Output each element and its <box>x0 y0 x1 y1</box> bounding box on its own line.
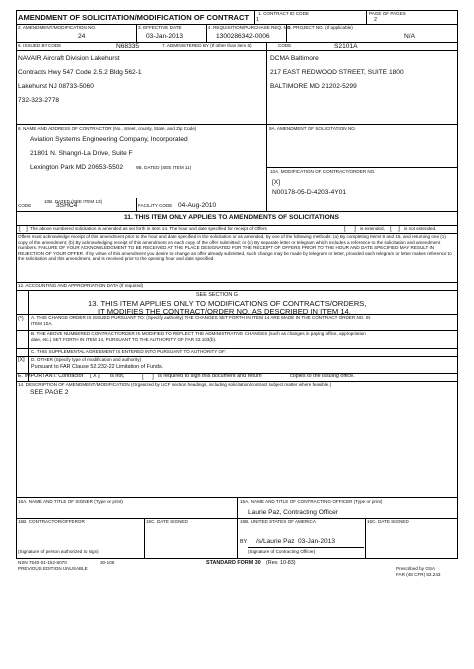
effective-date-label: 3. EFFECTIVE DATE <box>138 25 182 30</box>
far-reference: FAR (48 CFR) 53.243 <box>396 572 441 577</box>
issued-by-label: 6. ISSUED BY <box>18 43 48 48</box>
checkbox-icon: [ <box>19 226 21 232</box>
rule <box>16 50 458 51</box>
signature-caption: (Signature of Contracting Officer) <box>248 549 316 554</box>
modification-no-label: 10A. MODIFICATION OF CONTRACT/ORDER NO. <box>270 169 376 174</box>
project-no-label: 5. PROJECT NO. (If applicable) <box>288 25 353 30</box>
item-13c-text: C. THIS SUPPLEMENTAL AGREEMENT IS ENTERED INTO PURSUANT TO AUTHORITY OF: <box>31 349 227 354</box>
important-label: E. IMPORTANT: Contractor <box>18 373 84 379</box>
dated-10b-label: 10B. DATED (SEE ITEM 13) <box>44 199 103 204</box>
rule <box>136 24 137 42</box>
effective-date: 03-Jan-2013 <box>146 33 184 40</box>
is-required-label: is required to sign this document and return <box>158 373 262 379</box>
administered-code-label: CODE <box>278 43 292 48</box>
administered-code: S2101A <box>334 43 358 50</box>
rule <box>16 558 458 559</box>
rule <box>266 167 458 168</box>
checkbox-icon: ] <box>398 226 400 232</box>
issued-code: N68335 <box>116 43 140 50</box>
item-13d-mark: [X] <box>18 357 25 363</box>
item-13b-text: date, etc.) SET FORTH IN ITEM 14, PURSUANT TO THE AUTHORITY OF FAR 43.103(b). <box>31 337 217 342</box>
form-name: STANDARD FORM 30 <box>206 560 261 566</box>
contractor-city: Lexington Park MD 20653-5502 <box>30 164 124 171</box>
rule <box>457 10 458 558</box>
checkbox-icon: [ <box>344 226 346 232</box>
sf30-form <box>16 10 458 588</box>
item-13a-text: ITEM 10A. <box>31 321 53 326</box>
administered-label: 7. ADMINISTERED BY (If other than item 6) <box>162 43 252 48</box>
item-13d-text: D. OTHER (Specify type of modification and authority) <box>31 357 142 362</box>
contractor-code-label: CODE <box>18 203 32 208</box>
accounting-label: 12. ACCOUNTING AND APPROPRIATION DATA (If required) <box>18 283 144 288</box>
rule <box>16 290 458 291</box>
rule <box>28 290 29 381</box>
rule <box>16 124 458 125</box>
officer-signature: /s/Laurie Paz <box>256 538 295 545</box>
officer-date-label: 16C. DATE SIGNED <box>367 519 409 524</box>
item-14-label: 14. DESCRIPTION OF AMENDMENT/MODIFICATION (Organized by UCF section headings, including solicitation/contract subject matter where feasible.) <box>18 382 332 387</box>
rule <box>237 497 238 558</box>
issued-code-label: CODE <box>48 43 62 48</box>
checkbox-icon: [ <box>390 226 392 232</box>
requisition-label: 4. REQUISITION/PURCHASE REQ. NO. <box>208 25 292 30</box>
administrator-line: DCMA Baltimore <box>270 55 319 62</box>
issuer-line: NAVAIR Aircraft Division Lakehurst <box>18 55 120 62</box>
contractor-code: 3SHC4 <box>56 202 78 209</box>
modification-checkbox: [X] <box>272 179 281 186</box>
project-no: N/A <box>404 33 415 40</box>
item-13d-value: Pursuant to FAR Clause 52.232-22 Limitation of Funds. <box>31 364 164 370</box>
by-label: BY <box>240 539 248 545</box>
item-11-line: The above numbered solicitation is amended as set forth in Item 14. The hour and date specified for receipt of Offers <box>30 226 267 231</box>
contractor-street: 21801 N. Shangri-La Drive, Suite F <box>30 150 133 157</box>
rule <box>136 198 137 211</box>
item-13-heading: IT MODIFIES THE CONTRACT/ORDER NO. AS DESCRIBED IN ITEM 14. <box>98 307 351 316</box>
dated-9b-label: 9B. DATED (SEE ITEM 11) <box>136 165 192 170</box>
page-number: 1 <box>256 17 259 23</box>
united-states-label: 16B. UNITED STATES OF AMERICA <box>240 519 316 524</box>
signature-date: 03-Jan-2013 <box>298 538 336 545</box>
requisition-no: 1300286342-0006 <box>216 33 270 40</box>
officer-name: Laurie Paz, Contracting Officer <box>248 509 339 516</box>
facility-date: 04-Aug-2010 <box>178 202 217 209</box>
item-14-value: SEE PAGE 2 <box>30 389 69 396</box>
contract-id-label: 1. CONTRACT ID CODE <box>258 11 309 16</box>
rule <box>144 518 145 558</box>
rule <box>254 10 255 24</box>
copies-label: copies to the issuing office. <box>290 373 355 379</box>
amendment-no-label: 2. AMENDMENT/MODIFICATION NO. <box>18 25 97 30</box>
item-13b-text: B. THE ABOVE NUMBERED CONTRACT/ORDER IS MODIFIED TO REFLECT THE ADMINISTRATIVE CHANGES (such as changes in paying office, appropriation <box>31 331 366 336</box>
nsn-number: NSN 7540-01-152-8070 <box>18 560 67 565</box>
signature-caption: (Signature of person authorized to sign) <box>18 549 99 554</box>
item-11-heading: 11. THIS ITEM ONLY APPLIES TO AMENDMENTS OF SOLICITATIONS <box>124 214 339 221</box>
contractor-date-label: 15C. DATE SIGNED <box>146 519 188 524</box>
amendment-no: 24 <box>78 33 86 40</box>
issuer-phone: 732-323-2778 <box>18 97 60 104</box>
item-13a-text: A. THIS CHANGE ORDER IS ISSUED PURSUANT TO: (Specify authority) THE CHANGES SET FORTH IN ITEM 14 ARE MADE IN THE CONTRACT ORDER NO. IN <box>31 315 371 320</box>
checkbox-icon: [ <box>142 374 144 380</box>
amendment-of-solicitation-label: 9A. AMENDMENT OF SOLICITATION NO. <box>269 126 357 131</box>
administrator-line: BALTIMORE MD 21202-5299 <box>270 83 357 90</box>
checkbox-icon: ] <box>354 226 356 232</box>
checkbox-icon: ] <box>152 374 154 380</box>
rule <box>266 42 267 124</box>
rule <box>365 518 366 558</box>
page-label: PAGE OF PAGES <box>369 11 406 16</box>
rule <box>266 124 267 211</box>
rule <box>206 24 207 42</box>
officer-name-label: 16A. NAME AND TITLE OF CONTRACTING OFFICER (Type or print) <box>240 499 383 504</box>
rule <box>16 10 17 558</box>
issuer-line: Lakehurst NJ 08733-5060 <box>18 83 94 90</box>
is-not-checkbox: [ X ] <box>90 373 100 379</box>
pages-total: 2 <box>374 17 377 23</box>
facility-code-label: FACILITY CODE <box>138 203 173 208</box>
prescribed-by: Prescribed by GSA <box>396 566 436 571</box>
checkbox-icon: ] <box>26 226 28 232</box>
form-number: 30-105 <box>100 560 115 565</box>
signer-name-label: 15A. NAME AND TITLE OF SIGNER (Type or print) <box>18 499 123 504</box>
is-not-extended-label: is not extended. <box>404 226 437 231</box>
is-extended-label: is extended, <box>360 226 385 231</box>
rule <box>16 211 458 212</box>
item-13-heading: 13. THIS ITEM APPLIES ONLY TO MODIFICATIONS OF CONTRACTS/ORDERS, <box>88 299 367 308</box>
contractor-label: 8. NAME AND ADDRESS OF CONTRACTOR (No., street, county, State, and Zip Code) <box>18 126 197 131</box>
form-title: AMENDMENT OF SOLICITATION/MODIFICATION OF CONTRACT <box>18 13 250 22</box>
is-not-label: is not, <box>110 373 125 379</box>
rule <box>366 10 367 24</box>
item-11-instructions: Offers must acknowledge receipt of this amendment prior to the hour and date specified in the solicitation or as amended, by one of the following methods: (a) By completing Items 8 and 15, and returning one (1) copy of the amendment; (b) By acknowledging receipt of this amendment on each copy of the offer submitted; or (c) By separate letter or telegram which includes a reference to the solicitation and amendment numbers. FAILURE OF YOUR ACKNOWLEDGMENT TO BE RECEIVED AT THE PLACE DESIGNATED FOR THE RECEIPT OF OFFERS PRIOR TO THE HOUR AND DATE SPECIFIED MAY RESULT IN REJECTION OF YOUR OFFER. If by virtue of this amendment you desire to change an offer already submitted, such change may be made by telegram or letter, provided each telegram or letter makes reference to the solicitation and this amendment, and is received prior to the opening hour and date specified. <box>18 234 452 262</box>
accounting-value: SEE SECTION G <box>196 292 238 298</box>
form-revision: (Rev. 10-83) <box>266 560 296 566</box>
signature-line <box>248 547 364 548</box>
contractor-signature-label: 15B. CONTRACTOR/OFFEROR <box>18 519 85 524</box>
contractor-name: Aviation Systems Engineering Company, Incorporated <box>30 136 188 143</box>
administrator-line: 217 EAST REDWOOD STREET, SUITE 1800 <box>270 69 404 76</box>
edition-note: PREVIOUS EDITION UNUSABLE <box>18 566 88 571</box>
modification-no: N00178-05-D-4203-4Y01 <box>272 189 347 196</box>
item-13a-mark: (*) <box>18 316 24 322</box>
issuer-line: Contracts Hwy 547 Code 2.5.2 Bldg 562-1 <box>18 69 142 76</box>
